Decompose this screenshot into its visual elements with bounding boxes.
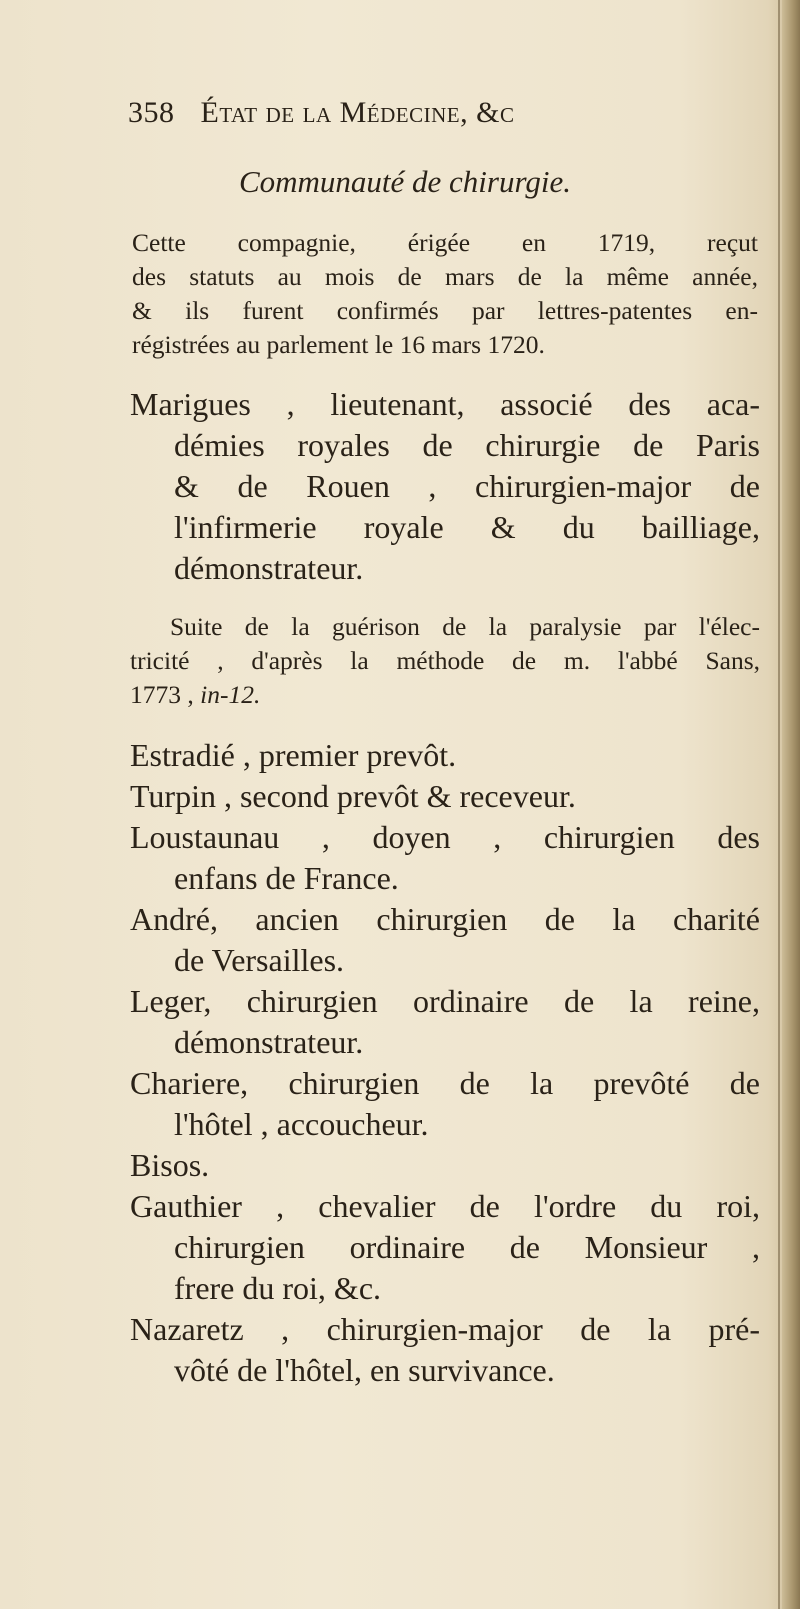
entry-line: frere du roi, &c.	[174, 1270, 382, 1306]
entry-marigues	[130, 384, 760, 589]
entry-line: démonstrateur.	[174, 1024, 364, 1060]
entry-leger	[130, 981, 760, 1063]
entry-bisos	[130, 1145, 760, 1186]
entry-line: l'infirmerie royale & du bailliage,	[174, 509, 760, 545]
entry-line: Leger, chirurgien ordinaire de la reine,	[130, 983, 760, 1019]
entry-line: Bisos.	[130, 1147, 210, 1183]
entry-andre	[130, 899, 760, 981]
intro-line: régistrées au parlement le 16 mars 1720.	[132, 330, 545, 359]
entry-line: Marigues , lieutenant, associé des aca-	[130, 386, 760, 422]
intro-line: des statuts au mois de mars de la même année,	[132, 262, 758, 291]
entry-line: Chariere, chirurgien de la prevôté de	[130, 1065, 760, 1101]
note-line	[130, 678, 760, 712]
entry-line: André, ancien chirurgien de la charité	[130, 901, 760, 937]
entry-gauthier	[130, 1186, 760, 1309]
page-number: 358	[128, 96, 175, 129]
entry-line: vôté de l'hôtel, en survivance.	[174, 1352, 555, 1388]
entry-line: Nazaretz , chirurgien-major de la pré-	[130, 1311, 760, 1347]
note-year: 1773 ,	[130, 680, 201, 709]
entry-line: Loustaunau , doyen , chirurgien des	[130, 819, 760, 855]
running-header	[128, 96, 708, 142]
entry-line: Turpin , second prevôt & receveur.	[130, 778, 576, 814]
entry-nazaretz	[130, 1309, 760, 1391]
note-format: in-12.	[200, 680, 261, 709]
entry-line: Estradié , premier prevôt.	[130, 737, 457, 773]
entry-line: Gauthier , chevalier de l'ordre du roi,	[130, 1188, 760, 1224]
entry-line: l'hôtel , accoucheur.	[174, 1106, 429, 1142]
intro-paragraph	[132, 226, 758, 362]
entry-line: chirurgien ordinaire de Monsieur ,	[174, 1229, 760, 1265]
running-title: État de la Médecine, &c	[200, 96, 515, 129]
entry-line: & de Rouen , chirurgien-major de	[174, 468, 760, 504]
entry-line: enfans de France.	[174, 860, 399, 896]
section-title: Communauté de chirurgie.	[238, 164, 572, 199]
note-line: tricité , d'après la méthode de m. l'abbé Sans,	[130, 646, 760, 675]
entry-turpin	[130, 776, 760, 817]
entry-line: démies royales de chirurgie de Paris	[174, 427, 760, 463]
intro-line: & ils furent confirmés par lettres-patentes en-	[132, 296, 758, 325]
note-line: Suite de la guérison de la paralysie par l'élec-	[170, 612, 760, 641]
entry-estradie	[130, 735, 760, 776]
intro-line: Cette compagnie, érigée en 1719, reçut	[132, 228, 758, 257]
entry-line: de Versailles.	[174, 942, 345, 978]
page-fold-line	[778, 0, 780, 1609]
entry-line: démonstrateur.	[174, 550, 364, 586]
page-edge	[782, 0, 800, 1609]
entry-chariere	[130, 1063, 760, 1145]
entry-loustaunau	[130, 817, 760, 899]
publication-note	[130, 610, 760, 712]
